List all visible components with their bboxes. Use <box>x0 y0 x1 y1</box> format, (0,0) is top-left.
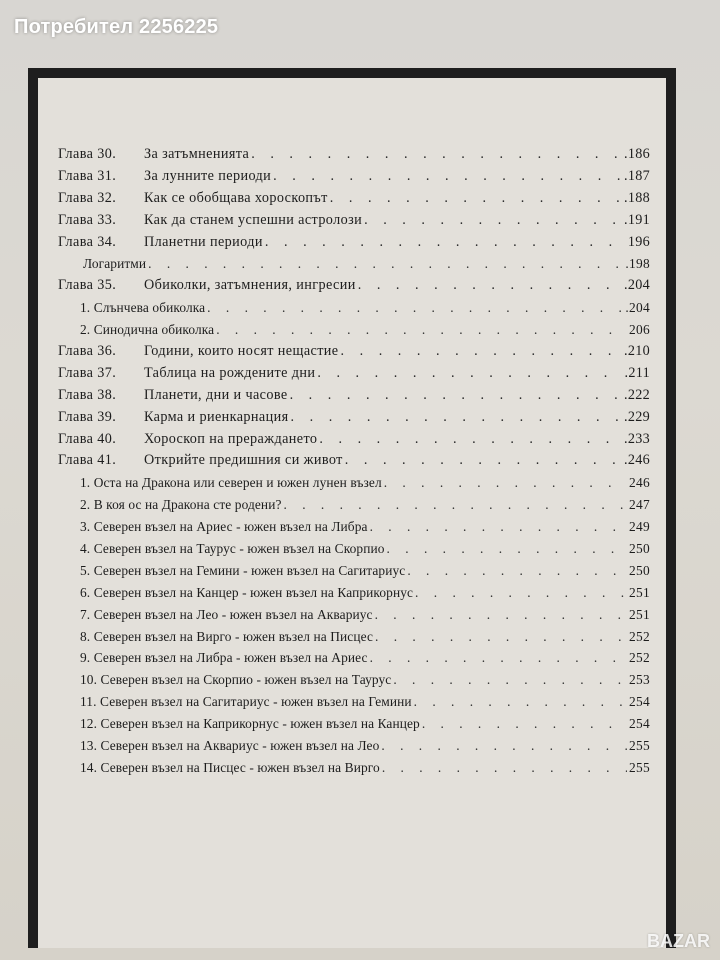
toc-entry-label <box>58 407 289 429</box>
toc-entry-title: Години, които носят нещастие <box>143 343 339 359</box>
toc-page-number: 206 <box>629 322 650 338</box>
toc-entry-number: 5. <box>80 562 91 578</box>
toc-chapter-row <box>58 341 650 363</box>
toc-entry-title: Северен възел на Сагитариус - южен възел на Гемини <box>100 694 412 710</box>
toc-entry-title: Северен възел на Таурус - южен възел на Скорпио <box>93 541 385 557</box>
toc-page-number: 196 <box>627 233 650 250</box>
toc-page-number: 246 <box>629 475 650 491</box>
toc-chapter-row <box>58 385 650 407</box>
toc-entry-number: 8. <box>80 628 91 644</box>
toc-entry-label <box>58 232 263 254</box>
toc-subsection-row <box>58 516 650 538</box>
toc-page-number: 251 <box>629 606 650 622</box>
toc-entry-number: Глава 33. <box>58 211 117 228</box>
toc-page-number: 255 <box>629 759 650 775</box>
toc-entry-number: 1. <box>80 475 91 491</box>
toc-page-number: .187 <box>623 167 650 184</box>
toc-page-number: 250 <box>629 562 650 578</box>
toc-chapter-row <box>58 144 650 166</box>
toc-chapter-row <box>58 407 650 429</box>
toc-page-number: 254 <box>629 694 650 710</box>
toc-subsection-row <box>58 319 650 341</box>
toc-entry-number: 10. <box>80 672 98 688</box>
toc-page-number: .204 <box>625 300 650 316</box>
toc-dot-leader <box>387 538 627 560</box>
toc-dot-leader <box>393 669 627 691</box>
toc-entry-label <box>58 385 288 407</box>
toc-dot-leader <box>407 560 627 582</box>
toc-entry-label <box>58 450 343 472</box>
toc-entry-title: Северен възел на Гемини - южен възел на Сагитариус <box>93 562 406 578</box>
toc-entry-number: Глава 37. <box>58 364 117 381</box>
toc-subsection-row <box>58 669 650 691</box>
toc-dot-leader <box>345 450 622 472</box>
toc-dot-leader <box>291 407 622 429</box>
toc-chapter-row <box>58 210 650 232</box>
toc-page-number: 250 <box>629 541 650 557</box>
toc-entry-title: Открийте предишния си живот <box>143 452 343 469</box>
user-watermark: Потребител 2256225 <box>14 16 219 38</box>
toc-page-number: 255 <box>629 738 650 754</box>
toc-entry-label <box>58 166 271 188</box>
toc-entry-number: 2. <box>80 497 91 513</box>
toc-chapter-row <box>58 450 650 472</box>
toc-entry-number: Глава 32. <box>58 189 117 206</box>
toc-dot-leader <box>290 385 622 407</box>
toc-entry-label <box>80 626 373 648</box>
toc-dot-leader <box>265 232 626 254</box>
toc-subsection-row <box>58 538 650 560</box>
toc-page-number: .198 <box>625 256 650 272</box>
toc-subsection-row <box>58 494 650 516</box>
toc-entry-number: Глава 39. <box>58 408 117 425</box>
toc-entry-label <box>58 188 328 210</box>
toc-entry-title: Как да станем успешни астролози <box>143 211 363 228</box>
toc-entry-title: Карма и риенкарнация <box>143 408 289 425</box>
toc-chapter-row <box>58 166 650 188</box>
toc-entry-number: Глава 34. <box>58 233 117 250</box>
toc-entry-label <box>83 253 146 275</box>
toc-entry-label <box>58 341 339 363</box>
toc-entry-number: Глава 31. <box>58 167 117 184</box>
toc-page-number: 247 <box>629 497 650 513</box>
toc-entry-label <box>58 144 249 166</box>
toc-dot-leader <box>384 472 627 494</box>
toc-entry-title: Оста на Дракона или северен и южен лунен възел <box>93 475 382 491</box>
toc-entry-label <box>80 472 382 494</box>
toc-subsection-row <box>58 297 650 319</box>
toc-subsection-row <box>58 626 650 648</box>
toc-dot-leader <box>422 713 627 735</box>
toc-entry-title: Северен възел на Каприкорнус - южен възел на Канцер <box>100 716 420 732</box>
toc-dot-leader <box>330 188 622 210</box>
toc-dot-leader <box>317 363 622 385</box>
toc-entry-title: Северен възел на Ариес - южен възел на Либра <box>93 519 368 535</box>
toc-page-number: .246 <box>623 452 650 469</box>
toc-dot-leader <box>341 341 622 363</box>
toc-subsection-row <box>58 713 650 735</box>
toc-entry-number: 9. <box>80 650 91 666</box>
toc-dot-leader <box>251 144 622 166</box>
toc-entry-title: Северен възел на Вирго - южен възел на Писцес <box>93 628 374 644</box>
toc-dot-leader <box>216 319 627 341</box>
toc-entry-title: Как се обобщава хороскопът <box>143 189 328 206</box>
toc-dot-leader <box>370 647 627 669</box>
toc-entry-title: Северен възел на Скорпио - южен възел на Таурус <box>100 672 392 688</box>
toc-entry-number: 14. <box>80 759 98 775</box>
toc-page-number: .222 <box>623 386 650 403</box>
toc-entry-label <box>80 582 413 604</box>
toc-page-number: .204 <box>623 277 650 294</box>
toc-entry-label <box>80 560 405 582</box>
toc-dot-leader <box>375 626 627 648</box>
toc-page-number: .211 <box>624 364 650 381</box>
toc-dot-leader <box>358 275 622 297</box>
toc-page-number: .186 <box>623 145 650 162</box>
toc-entry-title: В коя ос на Дракона сте родени? <box>93 497 282 513</box>
toc-entry-number: 7. <box>80 606 91 622</box>
toc-entry-label <box>80 713 420 735</box>
toc-entry-label <box>80 516 368 538</box>
toc-chapter-row <box>58 429 650 451</box>
toc-subsection-row <box>58 472 650 494</box>
toc-entry-title: Логаритми <box>83 256 147 272</box>
toc-entry-title: Планети, дни и часове <box>143 386 288 403</box>
toc-entry-number: 2. <box>80 322 91 338</box>
toc-chapter-row <box>58 275 650 297</box>
toc-page-number: .210 <box>623 343 650 359</box>
toc-dot-leader <box>415 582 627 604</box>
toc-entry-number: 3. <box>80 519 91 535</box>
toc-dot-leader <box>375 604 627 626</box>
toc-dot-leader <box>370 516 627 538</box>
toc-dot-leader <box>273 166 622 188</box>
toc-entry-title: Северен възел на Аквариус - южен възел на Лео <box>100 738 380 754</box>
toc-entry-label <box>80 669 391 691</box>
toc-page-number: 252 <box>629 628 650 644</box>
toc-entry-number: 12. <box>80 716 98 732</box>
toc-entry-title: Планетни периоди <box>143 233 263 250</box>
toc-entry-title: Таблица на рождените дни <box>143 364 316 381</box>
toc-entry-number: 6. <box>80 584 91 600</box>
toc-entry-label <box>80 538 385 560</box>
toc-dot-leader <box>364 210 622 232</box>
toc-entry-title: Обиколки, затъмнения, ингресии <box>143 277 356 294</box>
toc-page-number: 253 <box>629 672 650 688</box>
toc-entry-number: Глава 38. <box>58 386 117 403</box>
toc-page-number: .188 <box>623 189 650 206</box>
toc-entry-number: 13. <box>80 738 98 754</box>
toc-page-number: .233 <box>623 430 650 447</box>
toc-entry-number: Глава 30. <box>58 145 117 162</box>
site-logo: BAZAR <box>647 931 710 951</box>
toc-entry-number: Глава 41. <box>58 452 117 469</box>
toc-page-number: 249 <box>629 519 650 535</box>
toc-subsection-row <box>58 582 650 604</box>
toc-entry-label <box>80 494 282 516</box>
toc-dot-leader <box>382 757 627 779</box>
toc-subsection-row <box>58 604 650 626</box>
toc-page-number: 252 <box>629 650 650 666</box>
toc-subsection-row <box>58 253 650 275</box>
toc-entry-title: Хороскоп на прераждането <box>143 430 318 447</box>
toc-entry-title: Северен възел на Канцер - южен възел на Каприкорнус <box>93 584 414 600</box>
toc-entry-label <box>80 735 379 757</box>
toc-entry-label <box>80 647 368 669</box>
toc-dot-leader <box>207 297 623 319</box>
toc-page-number: 254 <box>629 716 650 732</box>
toc-entry-label <box>58 363 315 385</box>
toc-entry-number: Глава 40. <box>58 430 117 447</box>
toc-entry-number: Глава 35. <box>58 277 117 294</box>
toc-entry-title: Синодична обиколка <box>93 322 215 338</box>
toc-dot-leader <box>284 494 627 516</box>
toc-entry-title: Северен възел на Писцес - южен възел на Вирго <box>100 759 380 775</box>
toc-dot-leader <box>414 691 627 713</box>
toc-entry-label <box>80 757 380 779</box>
toc-subsection-row <box>58 560 650 582</box>
toc-entry-label <box>58 275 356 297</box>
toc-entry-title: Северен възел на Либра - южен възел на Ариес <box>93 650 368 666</box>
toc-dot-leader <box>319 429 622 451</box>
toc-subsection-row <box>58 735 650 757</box>
toc-entry-title: За затъмненията <box>143 145 250 162</box>
toc-dot-leader <box>381 735 627 757</box>
toc-chapter-row <box>58 363 650 385</box>
toc-entry-number: 1. <box>80 300 91 316</box>
toc-chapter-row <box>58 232 650 254</box>
toc-entry-title: Северен възел на Лео - южен възел на Аквариус <box>93 606 373 622</box>
table-of-contents <box>58 144 650 779</box>
toc-page-number: 251 <box>629 584 650 600</box>
toc-entry-label <box>80 604 373 626</box>
toc-entry-number: 11. <box>80 694 97 710</box>
toc-entry-number: Глава 36. <box>58 343 117 359</box>
toc-entry-label <box>80 319 214 341</box>
toc-entry-title: За лунните периоди <box>143 167 272 184</box>
toc-dot-leader <box>148 253 623 275</box>
toc-subsection-row <box>58 691 650 713</box>
toc-entry-label <box>58 210 362 232</box>
toc-page-number: .191 <box>623 211 650 228</box>
toc-entry-label <box>80 297 205 319</box>
toc-chapter-row <box>58 188 650 210</box>
toc-entry-title: Слънчева обиколка <box>93 300 206 316</box>
toc-page-number: .229 <box>623 408 650 425</box>
toc-subsection-row <box>58 647 650 669</box>
toc-entry-number: 4. <box>80 541 91 557</box>
toc-subsection-row <box>58 757 650 779</box>
toc-entry-label <box>58 429 317 451</box>
toc-entry-label <box>80 691 412 713</box>
